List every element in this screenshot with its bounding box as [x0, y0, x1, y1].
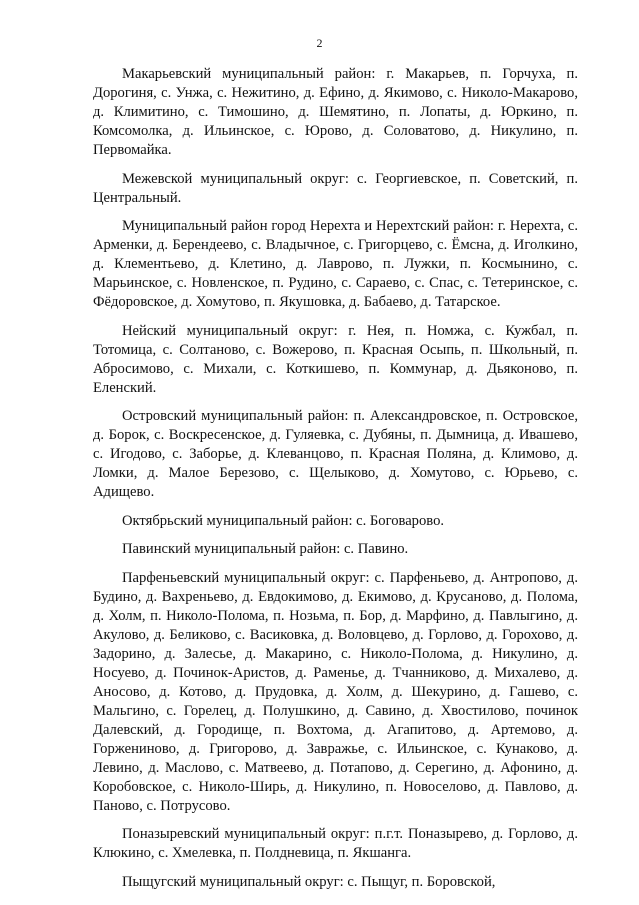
- paragraph-oktyabrsky: Октябрьский муниципальный район: с. Боговарово.: [122, 512, 445, 529]
- document-body: [93, 65, 578, 901]
- paragraph-pyshchugsky: Пыщугский муниципальный округ: с. Пыщуг, п. Боровской,: [122, 873, 496, 890]
- paragraph-makaryevsky: Макарьевский муниципальный район: г. Макарьев, п. Горчуха, п. Дорогиня, с. Унжа, с. Нежитино, д. Ефино, д. Якимово, с. Николо-Макарово, д. Климитино, с. Тимошино, д. Шемятино, п. Лопаты, д. Юркино, п. Комсомолка, д. Ильинское, с. Юрово, д. Соловатово, д. Никулино, п. Первомайка.: [93, 66, 578, 158]
- page-number: 2: [316, 36, 323, 50]
- paragraph-ponazyrevsky: Поназыревский муниципальный округ: п.г.т. Поназырево, д. Горлово, д. Клюкино, с. Хмелевка, п. Полдневица, п. Якшанга.: [93, 826, 578, 861]
- paragraph-parfenyevsky: Парфеньевский муниципальный округ: с. Парфеньево, д. Антропово, д. Будино, д. Вахреньево, д. Евдокимово, д. Екимово, д. Крусаново, д. Полома, д. Холм, п. Николо-Полома, п. Нозьма, п. Бор, д. Марфино, д. Павлыгино, д. Акулово, д. Беликово, с. Васиковка, д. Воловцево, д. Горлово, д. Горохово, д. Задорино, д. Залесье, д. Макарино, с. Николо-Полома, д. Никулино, д. Носуево, д. Починок-Аристов, д. Раменье, д. Тчанниково, д. Михалево, д. Аносово, д. Котово, д. Прудовка, д. Холм, д. Шекурино, д. Гашево, с. Мальгино, с. Горелец, д. Полушкино, д. Савино, д. Хвостилово, починок Далевский, д. Городище, п. Вохтома, д. Агапитово, д. Артемово, д. Горженинoво, д. Григорово, д. Завражье, с. Ильинское, с. Кунаково, д. Левино, д. Маслово, с. Матвеево, д. Потапово, д. Серегино, д. Афонино, д. Коробовское, с. Николо-Ширь, д. Никулино, п. Новоселово, д. Павлово, д. Паново, с. Потрусово.: [93, 569, 578, 814]
- paragraph-mezhevskoy: Межевской муниципальный округ: с. Георгиевское, п. Советский, п. Центральный.: [93, 170, 578, 206]
- paragraph-neysky: Нейский муниципальный округ: г. Нея, п. Номжа, с. Кужбал, п. Тотомица, с. Солтаново, с. Вожерово, п. Красная Осыпь, п. Школьный, п. Абросимово, с. Михали, с. Коткишево, п. Коммунар, д. Дьяконово, п. Еленский.: [93, 322, 578, 396]
- paragraph-pavinsky: Павинский муниципальный район: с. Павино.: [122, 541, 409, 557]
- paragraph-nerekhta: Муниципальный район город Нерехта и Нерехтский район: г. Нерехта, с. Арменки, д. Берендеево, с. Владычное, с. Григорцево, с. Ёмсна, д. Иголкино, д. Клементьево, д. Клетино, д. Лаврово, п. Лужки, п. Космынино, с. Марьинское, с. Новленское, п. Рудино, с. Сараево, с. Спас, с. Тетеринское, с. Фёдоровское, д. Хомутово, п. Якушовка, д. Бабаево, д. Татарское.: [93, 218, 578, 310]
- paragraph-ostrovsky: Островский муниципальный район: п. Александровское, п. Островское, д. Борок, с. Воскресенское, д. Гуляевка, с. Дубяны, п. Дымница, д. Ивашево, с. Игодово, с. Заборье, д. Клеванцово, п. Красная Поляна, д. Климово, д. Ломки, д. Малое Березово, с. Щелыково, д. Хомутово, с. Юрьево, с. Адищево.: [93, 408, 578, 500]
